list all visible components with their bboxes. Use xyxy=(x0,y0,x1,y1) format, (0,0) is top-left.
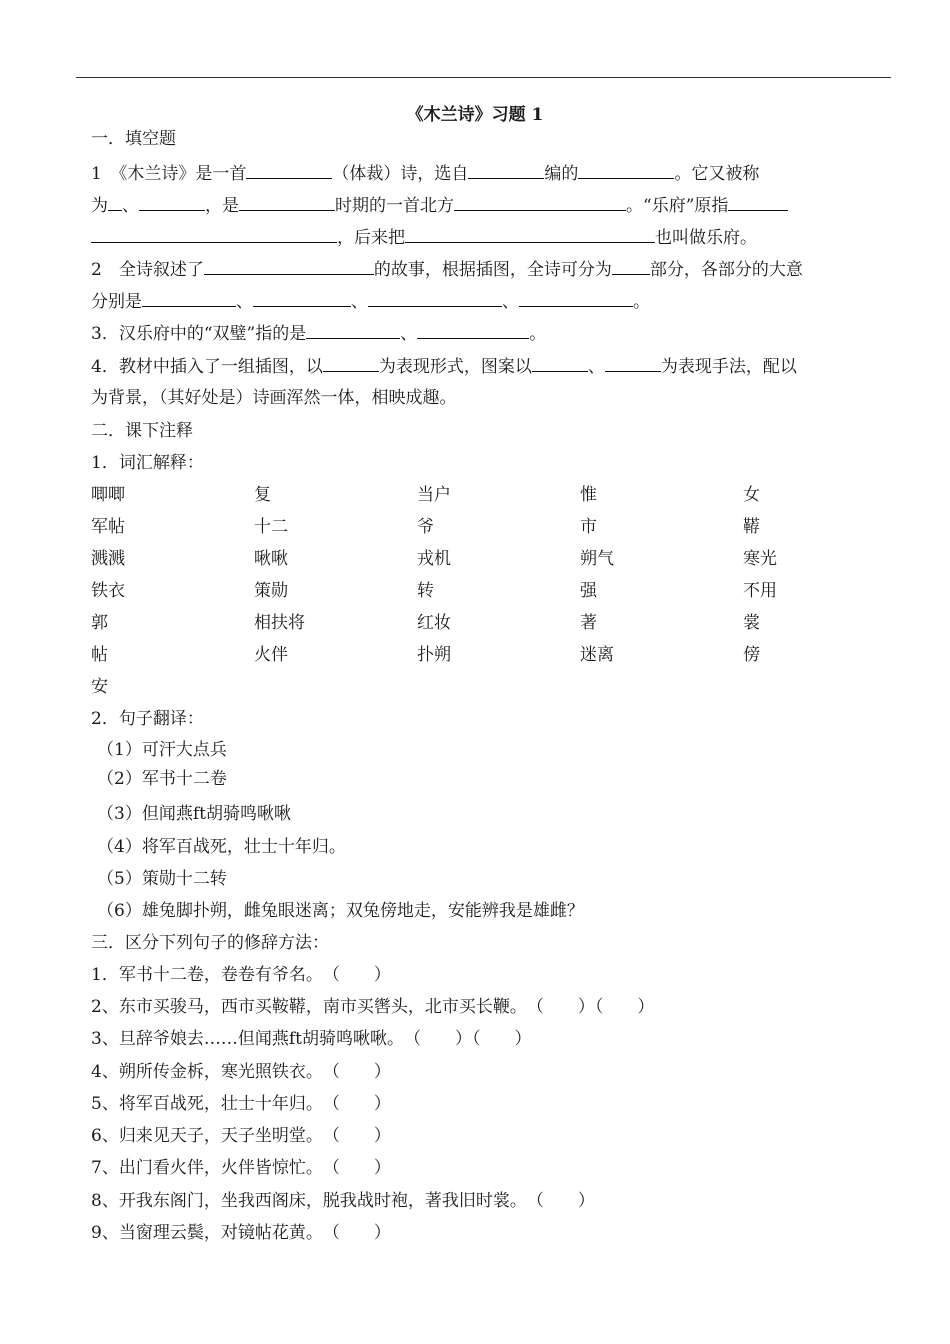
vocab-term: 寒光 xyxy=(743,549,777,569)
answer-parens[interactable]: （ ）（ ） xyxy=(526,997,655,1017)
q2-line-1: 2 全诗叙述了 的故事，根据插图，全诗可分为 部分，各部分的大意 xyxy=(91,260,803,280)
vocab-term: 郭 xyxy=(91,613,108,633)
header-rule xyxy=(76,77,891,78)
blank[interactable] xyxy=(605,355,661,372)
answer-parens[interactable]: （ ） xyxy=(526,1191,595,1211)
vocab-term: 傍 xyxy=(743,645,760,665)
blank[interactable] xyxy=(239,194,335,211)
translation-item: （3）但闻燕ft胡骑鸣啾啾 xyxy=(97,804,291,824)
vocab-term: 安 xyxy=(91,677,108,697)
rhetoric-item: 7、出门看火伴，火伴皆惊忙。（ ） xyxy=(91,1158,391,1178)
page-title: 《木兰诗》习题 1 xyxy=(406,105,544,125)
blank[interactable] xyxy=(253,290,351,307)
blank[interactable] xyxy=(578,162,674,179)
q3-line: 3．汉乐府中的“双璧”指的是 、 。 xyxy=(91,324,547,344)
q2-line-2: 分别是 、 、 、 。 xyxy=(91,292,650,312)
q4-line-1: 4．教材中插入了一组插图，以 为表现形式，图案以 、 为表现手法，配以 xyxy=(91,357,797,377)
blank[interactable] xyxy=(368,290,502,307)
rhetoric-item: 6、归来见天子，天子坐明堂。（ ） xyxy=(91,1126,391,1146)
vocab-term: 策勋 xyxy=(254,581,288,601)
vocab-term: 爷 xyxy=(417,517,434,537)
translation-item: （4）将军百战死，壮士十年归。 xyxy=(97,837,346,857)
rhetoric-item: 3、旦辞爷娘去……但闻燕ft胡骑鸣啾啾。（ ）（ ） xyxy=(91,1029,532,1049)
blank[interactable] xyxy=(728,194,788,211)
answer-parens[interactable]: （ ）（ ） xyxy=(403,1029,532,1049)
blank[interactable] xyxy=(519,290,633,307)
vocab-term: 惟 xyxy=(580,485,597,505)
blank[interactable] xyxy=(532,355,588,372)
rhetoric-item: 5、将军百战死，壮士十年归。（ ） xyxy=(91,1094,391,1114)
vocab-term: 十二 xyxy=(254,517,288,537)
vocab-term: 朔气 xyxy=(580,549,614,569)
blank[interactable] xyxy=(91,226,337,243)
q1-line-2: 为 、 ，是 时期的一首北方 。“乐府”原指 xyxy=(91,194,788,217)
vocab-term: 扑朔 xyxy=(417,645,451,665)
vocab-heading: 1．词汇解释： xyxy=(91,453,204,473)
vocab-term: 著 xyxy=(580,613,597,633)
vocab-term: 女 xyxy=(743,485,760,505)
vocab-term: 不用 xyxy=(743,581,777,601)
answer-parens[interactable]: （ ） xyxy=(322,965,391,985)
vocab-term: 军帖 xyxy=(91,517,125,537)
vocab-term: 强 xyxy=(580,581,597,601)
translation-item: （2）军书十二卷 xyxy=(97,769,227,789)
vocab-term: 裳 xyxy=(743,613,760,633)
answer-parens[interactable]: （ ） xyxy=(322,1062,391,1082)
blank[interactable] xyxy=(417,322,529,339)
answer-parens[interactable]: （ ） xyxy=(322,1223,391,1243)
vocab-term: 转 xyxy=(417,581,434,601)
vocab-term: 啾啾 xyxy=(254,549,288,569)
vocab-term: 复 xyxy=(254,485,271,505)
vocab-term: 当户 xyxy=(417,485,451,505)
vocab-term: 溅溅 xyxy=(91,549,125,569)
blank[interactable] xyxy=(306,322,400,339)
blank[interactable] xyxy=(405,226,655,243)
translation-item: （1）可汗大点兵 xyxy=(97,740,227,760)
vocab-term: 迷离 xyxy=(580,645,614,665)
q1-line-1: 1 《木兰诗》是一首 （体裁）诗，选自 编的 。它又被称 xyxy=(91,164,760,184)
rhetoric-item: 1．军书十二卷，卷卷有爷名。（ ） xyxy=(91,965,391,985)
rhetoric-item: 2、东市买骏马，西市买鞍鞯，南市买辔头，北市买长鞭。（ ）（ ） xyxy=(91,997,655,1017)
answer-parens[interactable]: （ ） xyxy=(322,1158,391,1178)
translation-item: （5）策勋十二转 xyxy=(97,869,227,889)
vocab-term: 帖 xyxy=(91,645,108,665)
vocab-term: 铁衣 xyxy=(91,581,125,601)
vocab-term: 红妆 xyxy=(417,613,451,633)
rhetoric-item: 8、开我东阁门，坐我西阁床，脱我战时袍，著我旧时裳。（ ） xyxy=(91,1191,595,1211)
rhetoric-item: 4、朔所传金柝，寒光照铁衣。（ ） xyxy=(91,1062,391,1082)
answer-parens[interactable]: （ ） xyxy=(322,1094,391,1114)
vocab-term: 市 xyxy=(580,517,597,537)
blank[interactable] xyxy=(108,194,122,211)
vocab-term: 火伴 xyxy=(254,645,288,665)
blank[interactable] xyxy=(612,258,650,275)
section-1-heading: 一．填空题 xyxy=(91,129,176,149)
vocab-term: 戎机 xyxy=(417,549,451,569)
blank[interactable] xyxy=(454,194,626,211)
section-3-heading: 三．区分下列句子的修辞方法： xyxy=(91,933,329,953)
rhetoric-item: 9、当窗理云鬓，对镜帖花黄。（ ） xyxy=(91,1223,391,1243)
vocab-term: 鞯 xyxy=(743,517,760,537)
translation-heading: 2．句子翻译： xyxy=(91,709,204,729)
blank[interactable] xyxy=(139,194,205,211)
blank[interactable] xyxy=(204,258,374,275)
translation-item: （6）雄兔脚扑朔，雌兔眼迷离；双兔傍地走，安能辨我是雄雌？ xyxy=(97,901,584,921)
blank[interactable] xyxy=(142,290,236,307)
vocab-term: 唧唧 xyxy=(91,485,125,505)
blank[interactable] xyxy=(246,162,332,179)
section-2-heading: 二．课下注释 xyxy=(91,421,193,441)
answer-parens[interactable]: （ ） xyxy=(322,1126,391,1146)
blank[interactable] xyxy=(468,162,544,179)
q1-line-3: ，后来把 也叫做乐府。 xyxy=(91,226,757,249)
blank[interactable] xyxy=(323,355,379,372)
vocab-term: 相扶将 xyxy=(254,613,305,633)
q4-line-2: 为背景，（其好处是）诗画浑然一体，相映成趣。 xyxy=(91,388,457,408)
